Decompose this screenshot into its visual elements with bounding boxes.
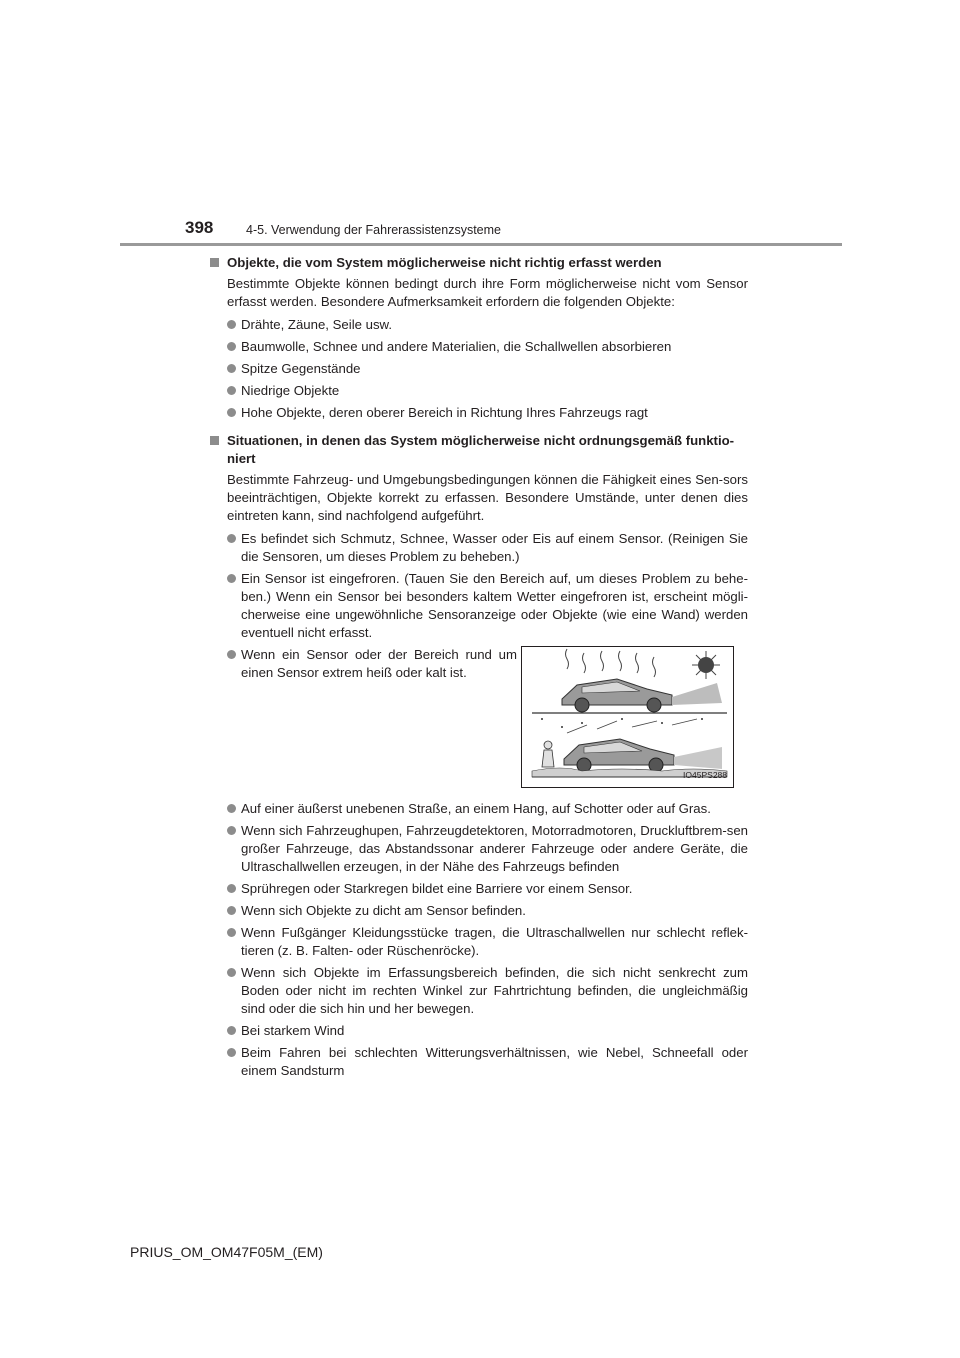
square-bullet-icon	[210, 436, 219, 445]
list-item: Wenn sich Fahrzeughupen, Fahrzeugdetektoren, Motorradmotoren, Druckluftbrem-sen großer Fahrzeuge, das Abstandssonar anderer Fahrzeuge oder andere Geräte, die Ultraschallwellen erzeugen, in der Nähe des Fahrzeugs befinden	[208, 822, 748, 876]
list-item: Spitze Gegenstände	[208, 360, 748, 378]
figure-code: IO45PS288	[683, 770, 727, 780]
list-item: Wenn sich Objekte zu dicht am Sensor befinden.	[208, 902, 748, 920]
section-heading-text: Situationen, in denen das System möglicherweise nicht ordnungsgemäß funktio-niert	[227, 433, 735, 466]
document-id: PRIUS_OM_OM47F05M_(EM)	[130, 1244, 323, 1260]
list-item: Es befindet sich Schmutz, Schnee, Wasser oder Eis auf einem Sensor. (Reinigen Sie die Sensoren, um dieses Problem zu beheben.)	[208, 530, 748, 566]
round-bullet-icon	[227, 968, 236, 977]
list-item: Sprühregen oder Starkregen bildet eine Barriere vor einem Sensor.	[208, 880, 748, 898]
section-intro: Bestimmte Objekte können bedingt durch ihre Form möglicherweise nicht vom Sensor erfasst werden. Besondere Aufmerksamkeit erfordern die folgenden Objekte:	[227, 276, 748, 309]
list-item: Wenn ein Sensor oder der Bereich rund um einen Sensor extrem heiß oder kalt ist.	[208, 646, 517, 682]
page-number: 398	[185, 218, 214, 237]
round-bullet-icon	[227, 884, 236, 893]
round-bullet-icon	[227, 534, 236, 543]
header-divider	[120, 243, 842, 246]
section-heading	[208, 432, 748, 468]
round-bullet-icon	[227, 1026, 236, 1035]
list-item: Ein Sensor ist eingefroren. (Tauen Sie den Bereich auf, um dieses Problem zu behe-ben.) Wenn ein Sensor bei besonders kaltem Wetter eingefroren ist, erscheint mögli-cherweise eine ungewöhnliche Sensoranzeige oder Objekte (wie eine Wand) werden eventuell nicht erfasst.	[208, 570, 748, 642]
chapter-title: 4-5. Verwendung der Fahrerassistenzsysteme	[246, 223, 501, 237]
list-item: Bei starkem Wind	[208, 1022, 748, 1040]
round-bullet-icon	[227, 826, 236, 835]
round-bullet-icon	[227, 574, 236, 583]
section-heading	[208, 254, 748, 272]
square-bullet-icon	[210, 258, 219, 267]
round-bullet-icon	[227, 342, 236, 351]
list-item: Baumwolle, Schnee und andere Materialien, die Schallwellen absorbieren	[208, 338, 748, 356]
list-item: Wenn sich Objekte im Erfassungsbereich befinden, die sich nicht senkrecht zum Boden oder nicht im rechten Winkel zur Fahrtrichtung befinden, die ungleichmäßig sind oder die sich hin und her bewegen.	[208, 964, 748, 1018]
car-bottom-icon	[564, 739, 674, 772]
round-bullet-icon	[227, 320, 236, 329]
person-icon	[542, 741, 554, 767]
sensor-temperature-illustration	[521, 646, 734, 788]
round-bullet-icon	[227, 386, 236, 395]
car-top-icon	[562, 679, 672, 712]
round-bullet-icon	[227, 408, 236, 417]
round-bullet-icon	[227, 928, 236, 937]
sun-icon	[692, 651, 720, 679]
round-bullet-icon	[227, 1048, 236, 1057]
list-item: Beim Fahren bei schlechten Witterungsverhältnissen, wie Nebel, Schneefall oder einem Sandsturm	[208, 1044, 748, 1080]
page-content	[208, 254, 748, 1084]
round-bullet-icon	[227, 650, 236, 659]
figure-row	[208, 646, 748, 794]
list-item: Hohe Objekte, deren oberer Bereich in Richtung Ihres Fahrzeugs ragt	[208, 404, 748, 422]
round-bullet-icon	[227, 804, 236, 813]
list-item: Wenn Fußgänger Kleidungsstücke tragen, die Ultraschallwellen nur schlecht reflek-tieren (z. B. Falten- oder Rüschenröcke).	[208, 924, 748, 960]
list-item: Auf einer äußerst unebenen Straße, an einem Hang, auf Schotter oder auf Gras.	[208, 800, 748, 818]
section-heading-text: Objekte, die vom System möglicherweise nicht richtig erfasst werden	[227, 255, 662, 270]
round-bullet-icon	[227, 906, 236, 915]
section-intro: Bestimmte Fahrzeug- und Umgebungsbedingungen können die Fähigkeit eines Sen-sors beeinträchtigen, Objekte korrekt zu erfassen. Besondere Umstände, unter denen dies eintreten kann, sind nachfolgend aufgeführt.	[227, 472, 748, 523]
page-header	[0, 0, 960, 250]
list-item: Drähte, Zäune, Seile usw.	[208, 316, 748, 334]
list-item: Niedrige Objekte	[208, 382, 748, 400]
round-bullet-icon	[227, 364, 236, 373]
